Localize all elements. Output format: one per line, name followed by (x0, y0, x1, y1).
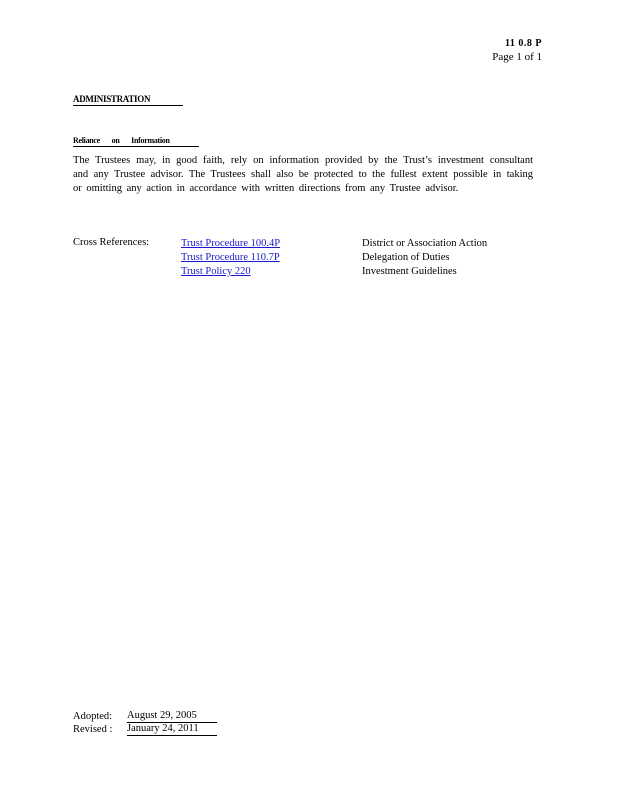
adopted-label: Adopted: (73, 711, 113, 722)
document-dates (73, 710, 217, 736)
cross-reference-link-2[interactable]: Trust Procedure 110.7P (181, 252, 280, 263)
cross-reference-title-3: Investment Guidelines (362, 266, 457, 277)
revised-label: Revised : (73, 724, 113, 735)
revised-row (73, 723, 217, 736)
page-number: Page 1 of 1 (492, 51, 542, 63)
section-title: ADMINISTRATION (73, 94, 183, 106)
cross-references-label: Cross References: (73, 237, 150, 248)
policy-paragraph: The Trustees may, in good faith, rely on information provided by the Trust’s investment consultant and any Trustee advisor. The Trustees shall also be protected to the fullest extent possible in taking or omitting any action in accordance with written directions from any Trustee advisor. (73, 155, 533, 194)
document-id: 11 0.8 P (504, 38, 542, 49)
cross-reference-link-3[interactable]: Trust Policy 220 (181, 266, 251, 277)
cross-reference-title-2: Delegation of Duties (362, 252, 450, 263)
revised-date: January 24, 2011 (127, 723, 217, 736)
cross-reference-link-1[interactable]: Trust Procedure 100.4P (181, 238, 281, 249)
adopted-date: August 29, 2005 (127, 710, 217, 723)
adopted-row (73, 710, 217, 723)
cross-reference-title-1: District or Association Action (362, 238, 488, 249)
cross-reference-titles (362, 237, 487, 279)
subsection-title: Reliance on Information (73, 136, 199, 147)
cross-reference-links (181, 237, 297, 279)
